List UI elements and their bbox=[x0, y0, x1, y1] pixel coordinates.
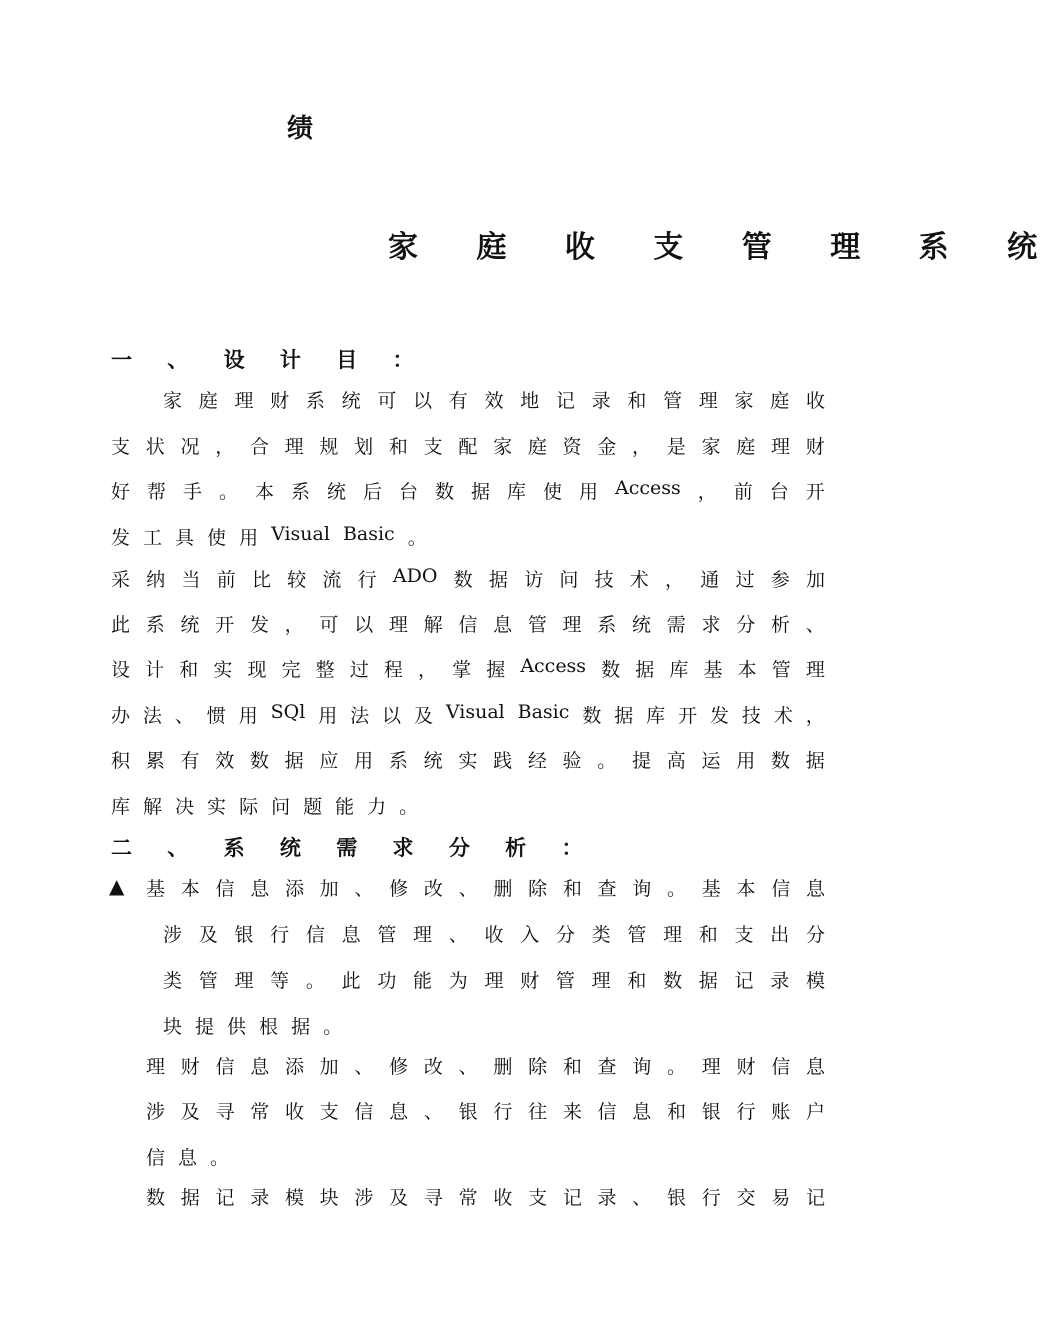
text-line: 家 庭 理 财 系 统 可 以 有 效 地 记 录 和 管 理 家 庭 收 bbox=[163, 390, 825, 412]
text-line: 涉 及 寻 常 收 支 信 息 、 银 行 往 来 信 息 和 银 行 账 户 bbox=[146, 1101, 825, 1123]
text-line: 此 系 统 开 发 ， 可 以 理 解 信 息 管 理 系 统 需 求 分 析 、 bbox=[111, 614, 825, 636]
text-line: 块 提 供 根 据 。 bbox=[163, 1016, 343, 1038]
document-title: 家 庭 收 支 管 理 系 统 bbox=[388, 230, 1061, 265]
text-line: 发 工 具 使 用 Visual Basic 。 bbox=[111, 523, 427, 549]
text-line: 数 据 记 录 模 块 涉 及 寻 常 收 支 记 录 、 银 行 交 易 记 bbox=[146, 1187, 825, 1209]
text-line: 办 法 、 惯 用 SQl 用 法 以 及 Visual Basic 数 据 库 开 发 技 术 ， bbox=[111, 701, 825, 727]
text-line: 类 管 理 等 。 此 功 能 为 理 财 管 理 和 数 据 记 录 模 bbox=[163, 970, 825, 992]
section2-heading: 二 、 系 统 需 求 分 析 ： bbox=[111, 835, 597, 860]
bullet-triangle-icon: ▲ bbox=[109, 874, 125, 898]
section1-heading: 一 、 设 计 目 ： bbox=[111, 347, 428, 372]
text-line: 涉 及 银 行 信 息 管 理 、 收 入 分 类 管 理 和 支 出 分 bbox=[163, 924, 825, 946]
text-line: 支 状 况 ， 合 理 规 划 和 支 配 家 庭 资 金 ， 是 家 庭 理 财 bbox=[111, 436, 825, 458]
text-line: 理 财 信 息 添 加 、 修 改 、 删 除 和 查 询 。 理 财 信 息 bbox=[146, 1056, 825, 1078]
text-line: 基 本 信 息 添 加 、 修 改 、 删 除 和 查 询 。 基 本 信 息 bbox=[146, 878, 825, 900]
grade-label: 绩 bbox=[287, 114, 316, 144]
text-line: 好 帮 手 。 本 系 统 后 台 数 据 库 使 用 Access ， 前 台 开 bbox=[111, 477, 825, 503]
text-line: 信 息 。 bbox=[146, 1147, 230, 1169]
text-line: 积 累 有 效 数 据 应 用 系 统 实 践 经 验 。 提 高 运 用 数 据 bbox=[111, 750, 825, 772]
text-line: 采 纳 当 前 比 较 流 行 ADO 数 据 访 问 技 术 ， 通 过 参 加 bbox=[111, 565, 825, 591]
text-line: 设 计 和 实 现 完 整 过 程 ， 掌 握 Access 数 据 库 基 本 管 理 bbox=[111, 655, 825, 681]
text-line: 库 解 决 实 际 问 题 能 力 。 bbox=[111, 796, 419, 818]
